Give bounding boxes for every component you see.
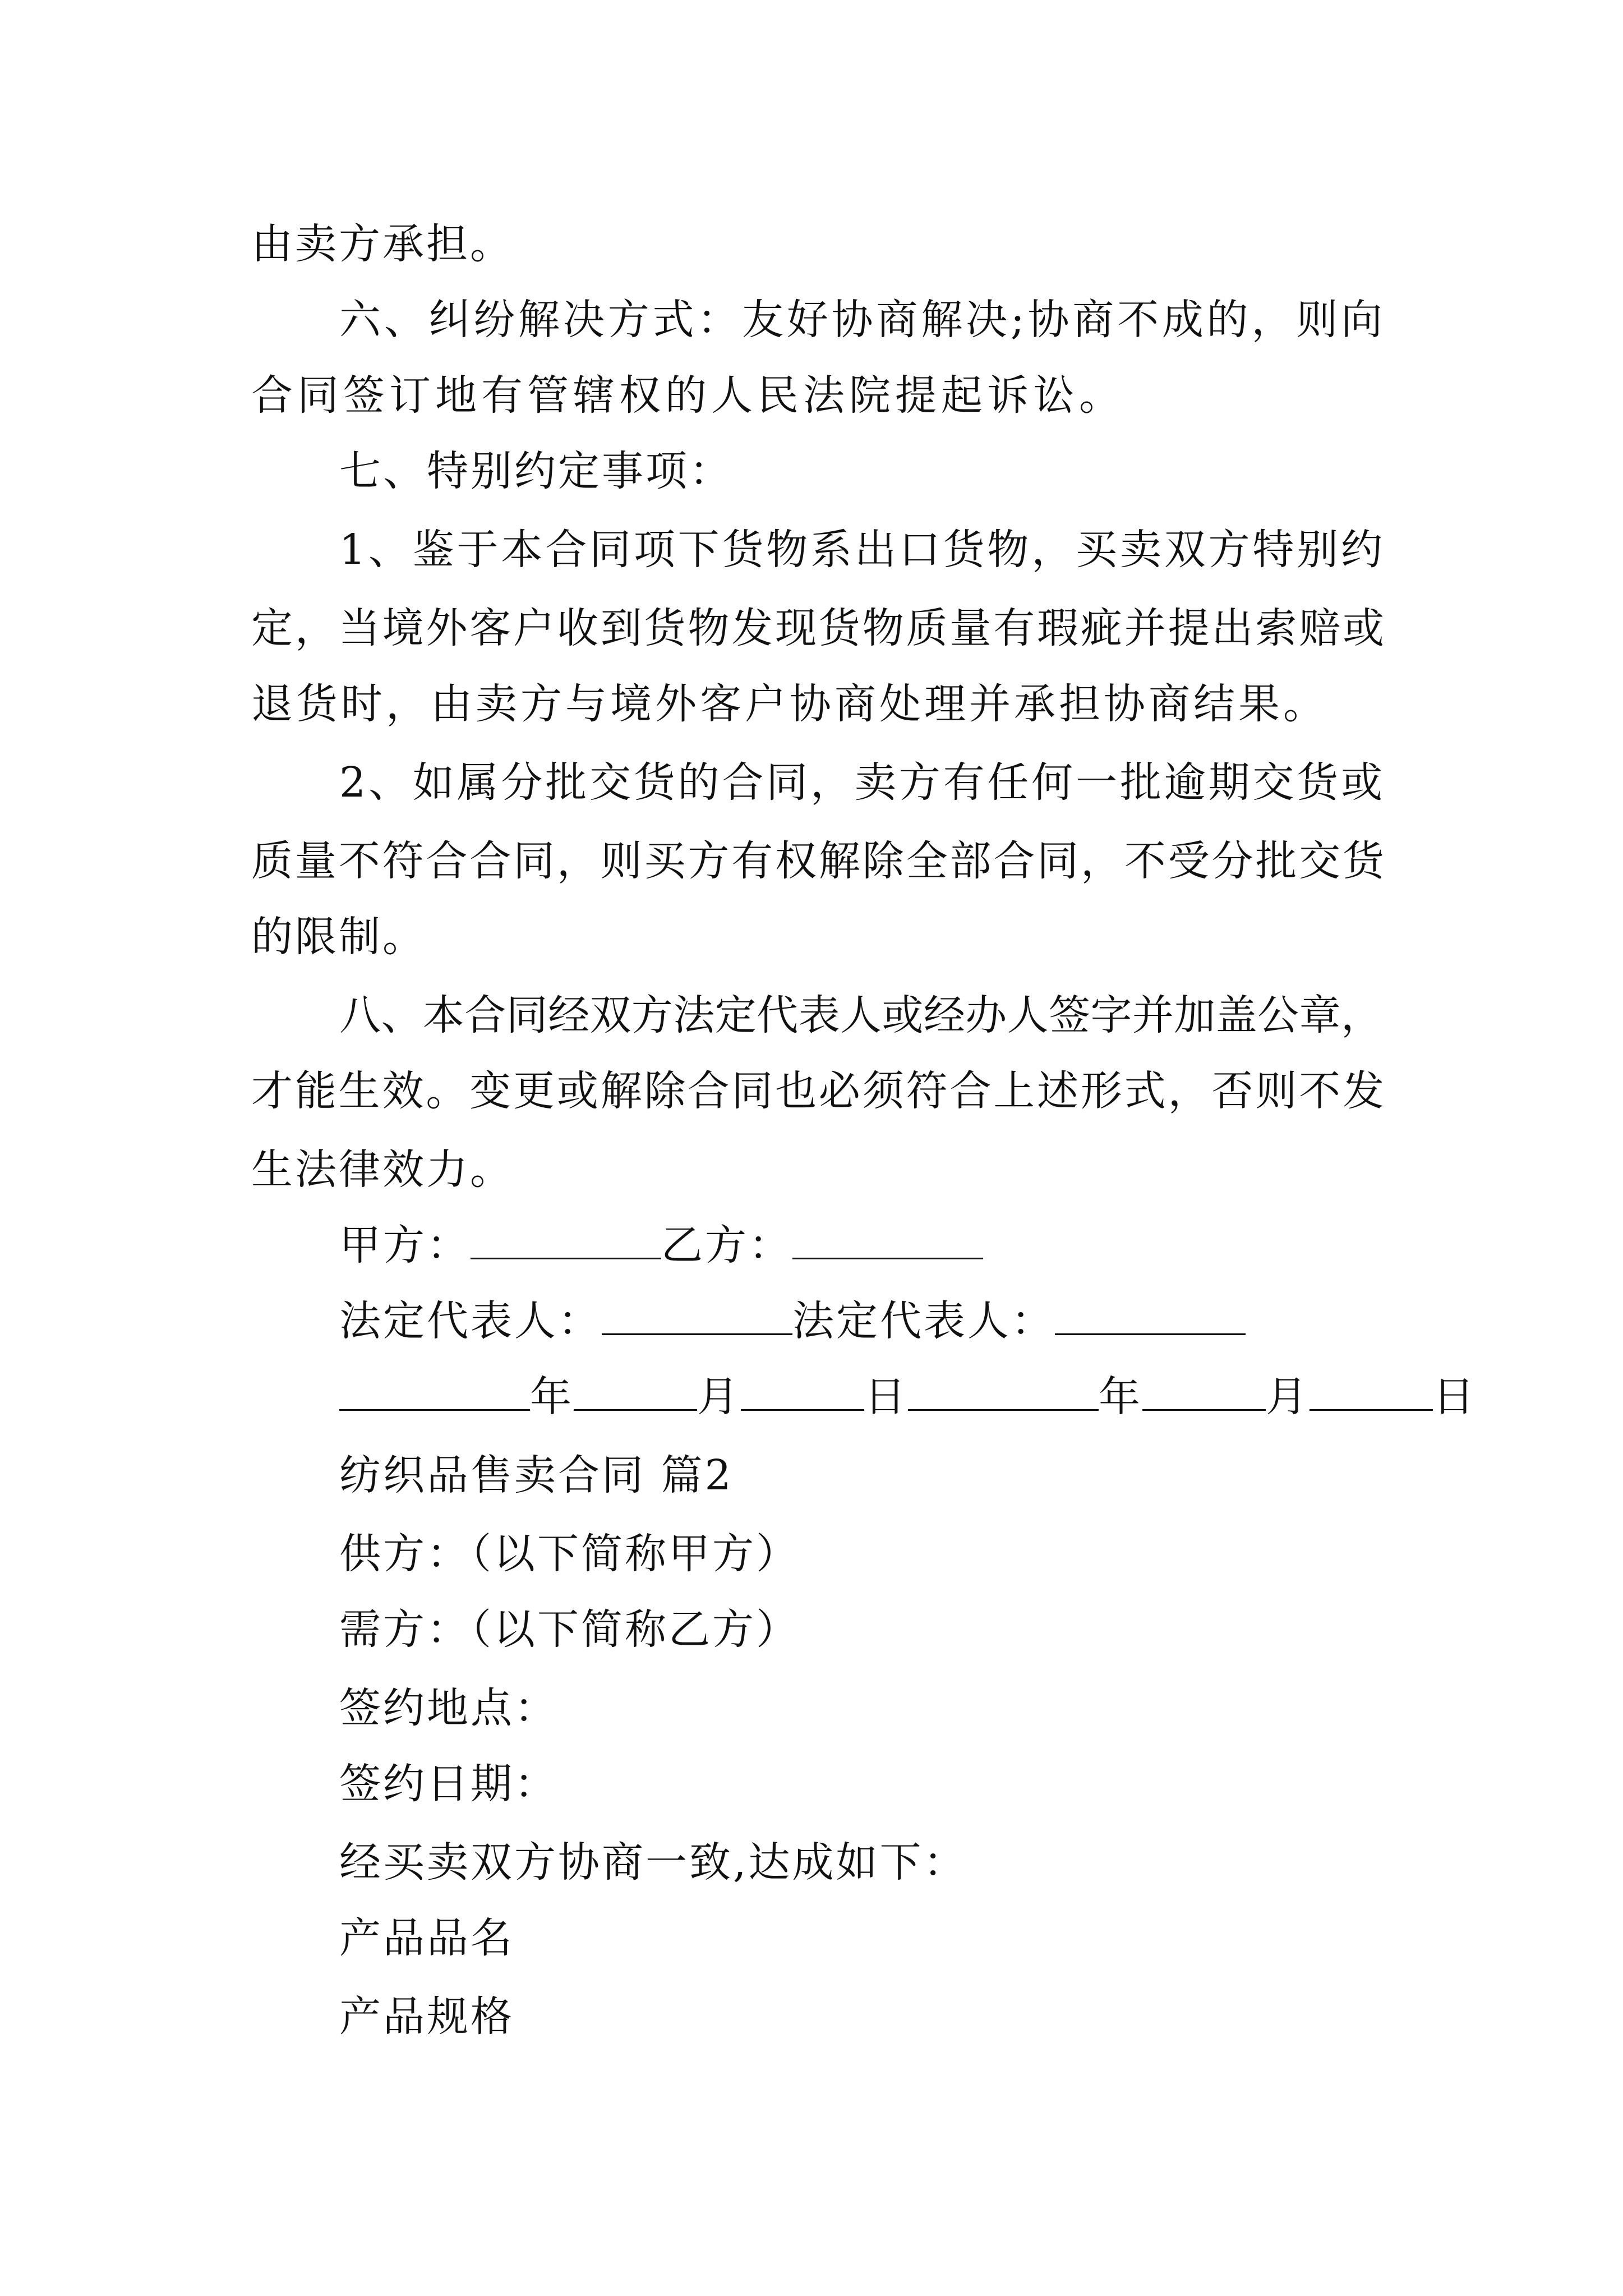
paragraph-line: 七、特别约定事项： — [339, 447, 733, 495]
paragraph-line: 生法律效力。 — [251, 1145, 514, 1194]
day-b-blank[interactable] — [1310, 1369, 1433, 1411]
year-label: 年 — [530, 1373, 574, 1421]
signing-date-line: 签约日期： — [339, 1760, 558, 1808]
paragraph-line: 由卖方承担。 — [251, 220, 514, 268]
date-a-blank[interactable] — [339, 1369, 530, 1411]
rep-b-label: 法定代表人： — [792, 1297, 1055, 1345]
month-label: 月 — [1266, 1373, 1310, 1421]
product-spec-line: 产品规格 — [339, 1993, 514, 2041]
date-b-blank[interactable] — [908, 1369, 1099, 1411]
supplier-line: 供方：（以下简称甲方） — [339, 1530, 800, 1578]
day-label: 日 — [1433, 1373, 1477, 1421]
paragraph-line: 合同签订地有管辖权的人民法院提起诉讼。 — [251, 371, 1125, 420]
paragraph-line: 六、纠纷解决方式：友好协商解决;协商不成的，则向 — [339, 296, 1382, 344]
paragraph-line: 才能生效。变更或解除合同也必须符合上述形式，否则不发 — [251, 1067, 1384, 1115]
party-a-label: 甲方： — [339, 1221, 471, 1269]
section-title: 纺织品售卖合同 篇2 — [339, 1451, 734, 1499]
month-b-blank[interactable] — [1142, 1369, 1266, 1411]
signing-place-line: 签约地点： — [339, 1684, 558, 1732]
rep-b-blank[interactable] — [1055, 1293, 1246, 1335]
signature-parties-line — [339, 1217, 983, 1273]
product-name-line: 产品品名 — [339, 1914, 514, 1962]
paragraph-line: 定，当境外客户收到货物发现货物质量有瑕疵并提出索赔或 — [251, 604, 1384, 652]
month-a-blank[interactable] — [574, 1369, 697, 1411]
paragraph-line: 1、鉴于本合同项下货物系出口货物，买卖双方特别约 — [339, 526, 1382, 574]
paragraph-line: 八、本合同经双方法定代表人或经办人签字并加盖公章， — [339, 991, 1382, 1039]
agreement-line: 经买卖双方协商一致,达成如下： — [339, 1838, 967, 1887]
paragraph-line: 退货时，由卖方与境外客户协商处理并承担协商结果。 — [251, 680, 1328, 728]
party-b-blank[interactable] — [792, 1217, 983, 1259]
month-label: 月 — [697, 1373, 741, 1421]
rep-a-blank[interactable] — [602, 1293, 792, 1335]
signature-date-line — [339, 1369, 1477, 1425]
signature-reps-line — [339, 1293, 1246, 1349]
buyer-line: 需方：（以下简称乙方） — [339, 1605, 800, 1654]
party-b-label: 乙方： — [661, 1221, 792, 1269]
year-label: 年 — [1099, 1373, 1142, 1421]
paragraph-line: 2、如属分批交货的合同，卖方有任何一批逾期交货或 — [339, 758, 1382, 807]
rep-a-label: 法定代表人： — [339, 1297, 602, 1345]
day-label: 日 — [864, 1373, 908, 1421]
paragraph-line: 质量不符合合同，则买方有权解除全部合同，不受分批交货 — [251, 837, 1384, 885]
day-a-blank[interactable] — [741, 1369, 864, 1411]
paragraph-line: 的限制。 — [251, 913, 426, 961]
party-a-blank[interactable] — [471, 1217, 661, 1259]
